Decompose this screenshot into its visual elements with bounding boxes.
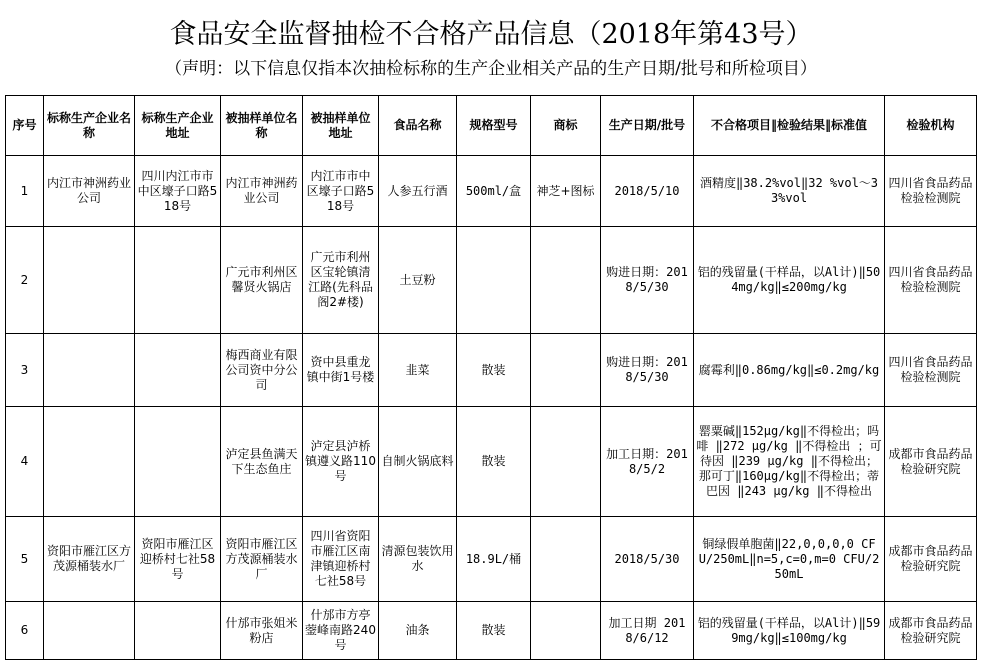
sampled-unit-address[interactable]: 广元市利州区宝轮镇清江路(先科品阁2#楼) <box>303 227 379 334</box>
brand[interactable] <box>531 334 601 407</box>
producer-address[interactable]: 资阳市雁江区迎桥村七社58号 <box>135 517 221 602</box>
inspection-agency[interactable]: 四川省食品药品检验检测院 <box>885 334 977 407</box>
failed-item-result[interactable]: 罂粟碱‖152μg/kg‖不得检出；吗啡 ‖272 μg/kg ‖不得检出 ；可待因 ‖239 μg/kg ‖不得检出；那可丁‖160μg/kg‖不得检出；蒂巴因 ‖243 μg/kg ‖不得检出 <box>694 407 885 517</box>
food-name[interactable]: 油条 <box>379 602 457 660</box>
producer-name[interactable] <box>44 227 135 334</box>
food-name[interactable]: 人参五行酒 <box>379 156 457 227</box>
blank-cell <box>977 517 982 602</box>
page-title: 食品安全监督抽检不合格产品信息（2018年第43号） <box>0 18 982 52</box>
row-number[interactable]: 4 <box>6 407 44 517</box>
spec[interactable]: 散装 <box>457 602 531 660</box>
header-spec[interactable]: 规格型号 <box>457 96 531 156</box>
production-date[interactable]: 购进日期：2018/5/30 <box>601 227 694 334</box>
inspection-agency[interactable]: 四川省食品药品检验检测院 <box>885 227 977 334</box>
sampled-unit-address[interactable]: 什邡市方亭蓥峰南路240号 <box>303 602 379 660</box>
producer-name[interactable]: 内江市神洲药业公司 <box>44 156 135 227</box>
failed-item-result[interactable]: 铜绿假单胞菌‖22,0,0,0,0 CFU/250mL‖n=5,c=0,m=0 CFU/250mL <box>694 517 885 602</box>
food-name[interactable]: 自制火锅底料 <box>379 407 457 517</box>
row-number[interactable]: 3 <box>6 334 44 407</box>
producer-name[interactable] <box>44 602 135 660</box>
food-name[interactable]: 土豆粉 <box>379 227 457 334</box>
producer-address[interactable] <box>135 334 221 407</box>
failed-item-result[interactable]: 铝的残留量(干样品，以Al计)‖504mg/kg‖≤200mg/kg <box>694 227 885 334</box>
blank-cell <box>977 407 982 517</box>
header-producer[interactable]: 标称生产企业名称 <box>44 96 135 156</box>
table-row <box>6 334 982 407</box>
table-row <box>6 602 982 660</box>
row-number[interactable]: 5 <box>6 517 44 602</box>
inspection-agency[interactable]: 成都市食品药品检验研究院 <box>885 602 977 660</box>
sampled-unit-address[interactable]: 泸定县泸桥镇遵义路110号 <box>303 407 379 517</box>
blank-cell <box>977 334 982 407</box>
inspection-agency[interactable]: 四川省食品药品检验检测院 <box>885 156 977 227</box>
sampled-unit-name[interactable]: 泸定县鱼满天下生态鱼庄 <box>221 407 303 517</box>
table-row <box>6 407 982 517</box>
food-name[interactable]: 清源包装饮用水 <box>379 517 457 602</box>
sampled-unit-name[interactable]: 梅西商业有限公司资中分公司 <box>221 334 303 407</box>
header-producer-address[interactable]: 标称生产企业地址 <box>135 96 221 156</box>
spec[interactable]: 18.9L/桶 <box>457 517 531 602</box>
producer-name[interactable] <box>44 407 135 517</box>
row-number[interactable]: 6 <box>6 602 44 660</box>
header-result[interactable]: 不合格项目‖检验结果‖标准值 <box>694 96 885 156</box>
sampled-unit-name[interactable]: 内江市神洲药业公司 <box>221 156 303 227</box>
brand[interactable] <box>531 227 601 334</box>
failed-item-result[interactable]: 铝的残留量(干样品，以Al计)‖599mg/kg‖≤100mg/kg <box>694 602 885 660</box>
sampled-unit-address[interactable]: 内江市市中区壕子口路518号 <box>303 156 379 227</box>
producer-address[interactable] <box>135 602 221 660</box>
header-sampled-address[interactable]: 被抽样单位地址 <box>303 96 379 156</box>
brand[interactable]: 神芝+图标 <box>531 156 601 227</box>
producer-name[interactable] <box>44 334 135 407</box>
sampled-unit-name[interactable]: 广元市利州区馨贤火锅店 <box>221 227 303 334</box>
header-agency[interactable]: 检验机构 <box>885 96 977 156</box>
spec[interactable]: 500ml/盒 <box>457 156 531 227</box>
inspection-agency[interactable]: 成都市食品药品检验研究院 <box>885 407 977 517</box>
producer-address[interactable] <box>135 227 221 334</box>
spec[interactable]: 散装 <box>457 407 531 517</box>
header-food[interactable]: 食品名称 <box>379 96 457 156</box>
inspection-agency[interactable]: 成都市食品药品检验研究院 <box>885 517 977 602</box>
brand[interactable] <box>531 517 601 602</box>
spec[interactable] <box>457 227 531 334</box>
producer-address[interactable]: 四川内江市市中区壕子口路518号 <box>135 156 221 227</box>
header-no[interactable]: 序号 <box>6 96 44 156</box>
table-row <box>6 517 982 602</box>
blank-cell <box>977 96 982 156</box>
failed-item-result[interactable]: 酒精度‖38.2%vol‖32 %vol～33%vol <box>694 156 885 227</box>
production-date[interactable]: 2018/5/30 <box>601 517 694 602</box>
sampled-unit-name[interactable]: 资阳市雁江区方茂源桶装水厂 <box>221 517 303 602</box>
production-date[interactable]: 加工日期：2018/5/2 <box>601 407 694 517</box>
row-number[interactable]: 2 <box>6 227 44 334</box>
blank-cell <box>977 227 982 334</box>
table-body <box>6 96 982 660</box>
inspection-table <box>5 95 982 660</box>
spec[interactable]: 散装 <box>457 334 531 407</box>
header-sampled-unit[interactable]: 被抽样单位名称 <box>221 96 303 156</box>
table-row <box>6 227 982 334</box>
production-date[interactable]: 购进日期：2018/5/30 <box>601 334 694 407</box>
blank-cell <box>977 156 982 227</box>
brand[interactable] <box>531 407 601 517</box>
brand[interactable] <box>531 602 601 660</box>
sampled-unit-name[interactable]: 什邡市张姐米粉店 <box>221 602 303 660</box>
production-date[interactable]: 加工日期 2018/6/12 <box>601 602 694 660</box>
failed-item-result[interactable]: 腐霉利‖0.86mg/kg‖≤0.2mg/kg <box>694 334 885 407</box>
header-row <box>6 96 982 156</box>
food-name[interactable]: 韭菜 <box>379 334 457 407</box>
table-row <box>6 156 982 227</box>
production-date[interactable]: 2018/5/10 <box>601 156 694 227</box>
producer-address[interactable] <box>135 407 221 517</box>
header-brand[interactable]: 商标 <box>531 96 601 156</box>
producer-name[interactable]: 资阳市雁江区方茂源桶装水厂 <box>44 517 135 602</box>
row-number[interactable]: 1 <box>6 156 44 227</box>
blank-cell <box>977 602 982 660</box>
page-subtitle: （声明：以下信息仅指本次抽检标称的生产企业相关产品的生产日期/批号和所检项目） <box>0 58 982 80</box>
sampled-unit-address[interactable]: 资中县重龙镇中街1号楼 <box>303 334 379 407</box>
header-date[interactable]: 生产日期/批号 <box>601 96 694 156</box>
sampled-unit-address[interactable]: 四川省资阳市雁江区南津镇迎桥村七社58号 <box>303 517 379 602</box>
